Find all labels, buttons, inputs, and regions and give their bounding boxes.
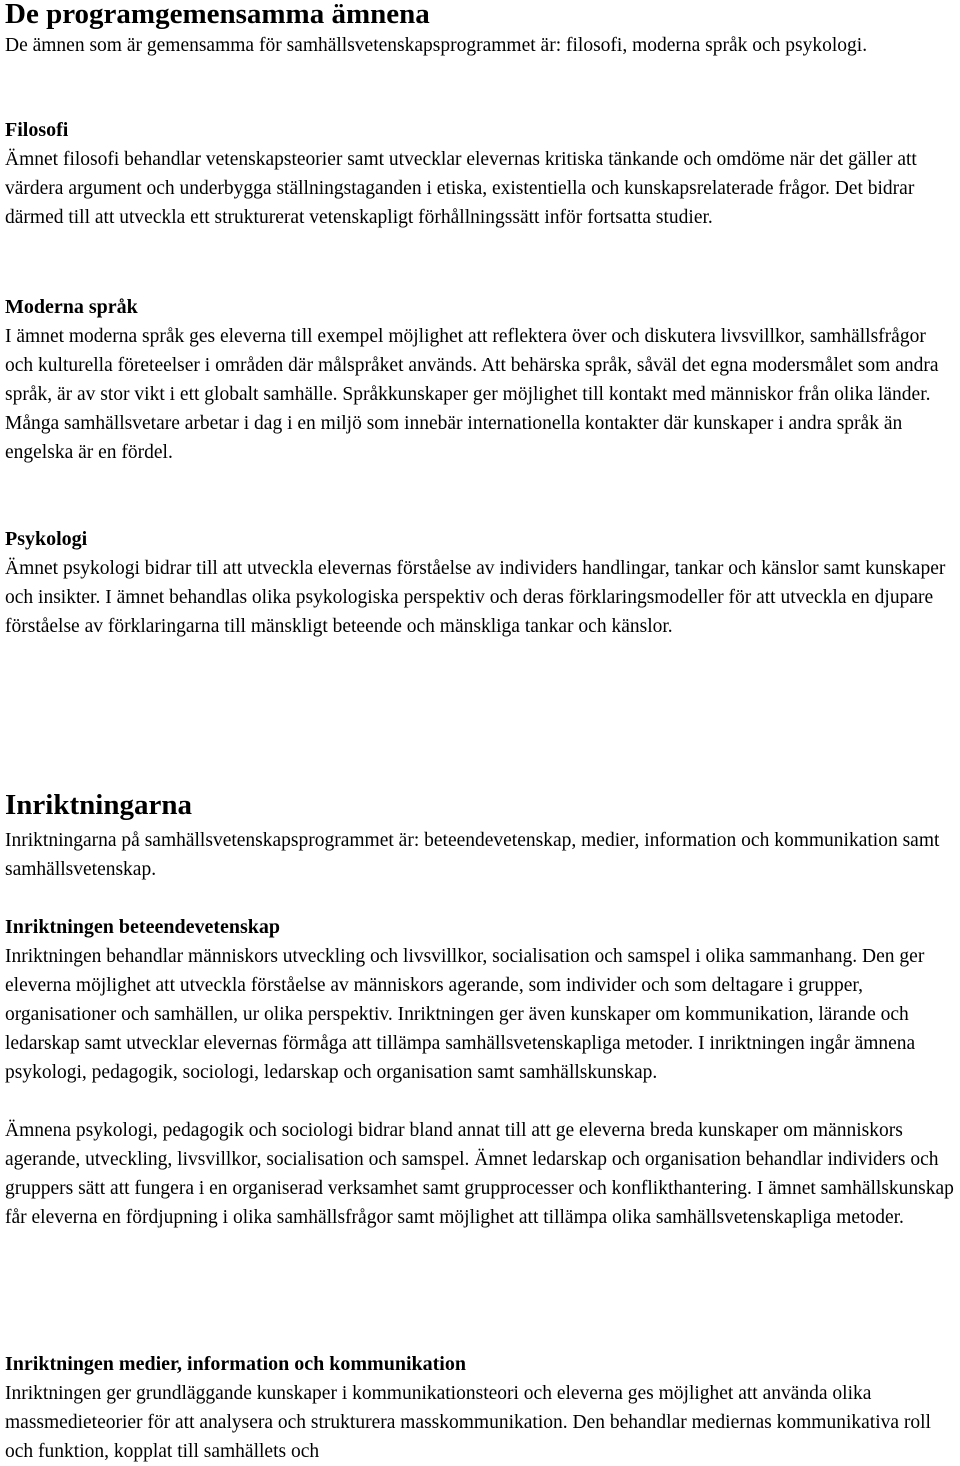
subsection-moderna-sprak [5, 293, 957, 467]
subsection-heading: Psykologi [5, 528, 88, 550]
paragraph: Ämnet psykologi bidrar till att utveckla elevernas förståelse av individers handlingar, tankar och känslor samt kunskaper och insikter. I ämnet behandlas olika psykologiska perspektiv och deras förklaringsmodeller för att utveckla en djupare förståelse av förklaringarna till mänskligt beteende och mänskliga tankar och känslor. [5, 558, 946, 637]
subsection-beteendevetenskap [5, 913, 957, 1232]
paragraph: Inriktningen behandlar människors utveckling och livsvillkor, socialisation och samspel i olika sammanhang. Den ger eleverna möjlighet att utveckla förståelse av människors agerande, som individer och som deltagare i grupper, organisationer och samhällen, ur olika perspektiv. Inriktningen ger även kunskaper om kommunikation, lärande och ledarskap samt utvecklar elevernas förmåga att tillämpa samhällsvetenskapliga metoder. I inriktningen ingår ämnena psykologi, pedagogik, sociologi, ledarskap och organisation samt samhällskunskap. [5, 946, 925, 1083]
section-programgemensamma [5, 0, 957, 60]
subsection-psykologi [5, 525, 957, 641]
subsection-filosofi [5, 116, 957, 232]
subsection-heading: Inriktningen medier, information och kommunikation [5, 1353, 466, 1375]
section-intro: De ämnen som är gemensamma för samhällsvetenskapsprogrammet är: filosofi, moderna språk och psykologi. [5, 35, 868, 56]
paragraph: Ämnet filosofi behandlar vetenskapsteorier samt utvecklar elevernas kritiska tänkande och omdöme när det gäller att värdera argument och underbygga ställningstaganden i etiska, existentiella och kunskapsrelaterade frågor. Det bidrar därmed till att utveckla ett strukturerat vetenskapligt förhållningssätt inför fortsatta studier. [5, 149, 917, 228]
paragraph: Ämnena psykologi, pedagogik och sociologi bidrar bland annat till att ge eleverna breda kunskaper om människors agerande, utveckling, livsvillkor, socialisation och samspel. Ämnet ledarskap och organisation behandlar individers och gruppers sätt att fungera i en organiserad verksamhet samt grupprocesser och konflikthantering. I ämnet samhällskunskap får eleverna en fördjupning i olika samhällsfrågor samt möjlighet att tillämpa olika samhällsvetenskapliga metoder. [5, 1120, 954, 1228]
subsection-medier [5, 1350, 957, 1466]
subsection-heading: Inriktningen beteendevetenskap [5, 916, 281, 938]
paragraph: I ämnet moderna språk ges eleverna till exempel möjlighet att reflektera över och diskutera livsvillkor, samhällsfrågor och kulturella företeelser i områden där målspråket används. Att behärska språk, såväl det egna modersmålet som andra språk, är av stor vikt i ett globalt samhälle. Språkkunskaper ger möjlighet till kontakt med människor från olika länder. Många samhällsvetare arbetar i dag i en miljö som innebär internationella kontakter där kunskaper i andra språk än engelska är en fördel. [5, 326, 939, 463]
section-inriktningarna [5, 791, 957, 884]
paragraph: Inriktningen ger grundläggande kunskaper i kommunikationsteori och eleverna ges möjlighet att använda olika massmedieteorier för att analysera och strukturera masskommunikation. Den behandlar mediernas kommunikativa roll och funktion, kopplat till samhällets och [5, 1383, 931, 1462]
section-intro: Inriktningarna på samhällsvetenskapsprogrammet är: beteendevetenskap, medier, information och kommunikation samt samhällsvetenskap. [5, 830, 940, 880]
section-title: Inriktningarna [5, 789, 192, 821]
subsection-heading: Filosofi [5, 119, 69, 141]
subsection-heading: Moderna språk [5, 296, 138, 318]
section-title: De programgemensamma ämnena [5, 0, 430, 30]
